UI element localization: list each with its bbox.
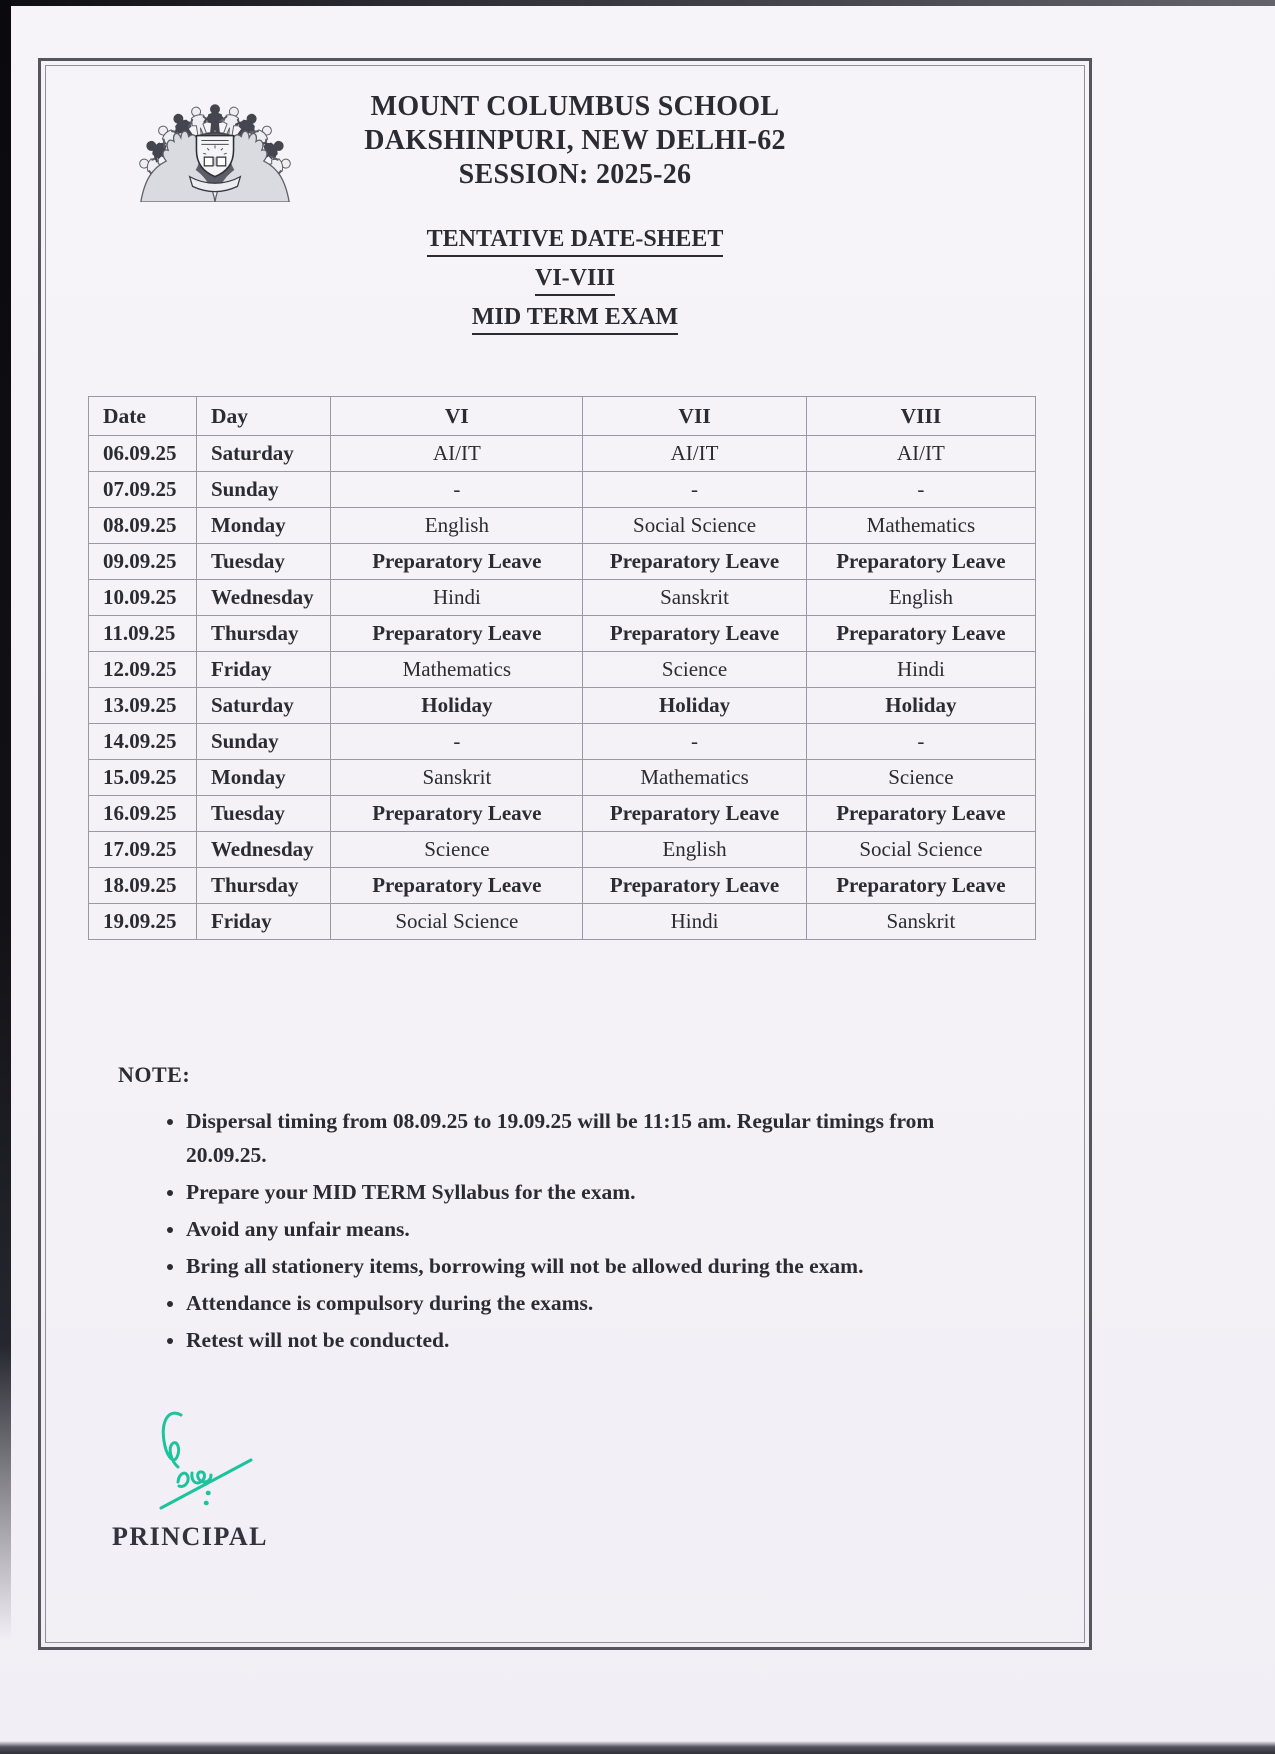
- date-cell: 11.09.25: [89, 616, 197, 652]
- table-row: [89, 616, 1036, 652]
- subject-cell: AI/IT: [331, 436, 583, 472]
- subject-cell: Sanskrit: [583, 580, 806, 616]
- note-item: • Dispersal timing from 08.09.25 to 19.09.25 will be 11:15 am. Regular timings from 20.09.25.: [186, 1104, 1006, 1172]
- datesheet-header-row: [89, 397, 1036, 436]
- note-list: [118, 1104, 1006, 1357]
- note-item: • Avoid any unfair means.: [186, 1212, 1006, 1246]
- scan-edge-left: [0, 0, 11, 1640]
- principal-signature: [148, 1405, 268, 1523]
- table-row: [89, 796, 1036, 832]
- subject-cell: Mathematics: [583, 760, 806, 796]
- subject-cell: Hindi: [331, 580, 583, 616]
- signature-ink: [161, 1413, 251, 1508]
- table-row: [89, 508, 1036, 544]
- subject-cell: -: [583, 472, 806, 508]
- date-cell: 10.09.25: [89, 580, 197, 616]
- date-cell: 18.09.25: [89, 868, 197, 904]
- subject-cell: Preparatory Leave: [583, 796, 806, 832]
- subject-cell: Mathematics: [806, 508, 1035, 544]
- date-cell: 08.09.25: [89, 508, 197, 544]
- date-cell: 13.09.25: [89, 688, 197, 724]
- subject-cell: English: [583, 832, 806, 868]
- note-section: [118, 1062, 1006, 1360]
- subject-cell: Hindi: [583, 904, 806, 940]
- note-item: • Retest will not be conducted.: [186, 1323, 1006, 1357]
- table-row: [89, 760, 1036, 796]
- day-cell: Thursday: [196, 616, 330, 652]
- subject-cell: Sanskrit: [806, 904, 1035, 940]
- date-cell: 12.09.25: [89, 652, 197, 688]
- note-item: • Attendance is compulsory during the exams.: [186, 1286, 1006, 1320]
- date-cell: 07.09.25: [89, 472, 197, 508]
- subject-cell: Preparatory Leave: [583, 868, 806, 904]
- session-line: SESSION: 2025-26: [458, 159, 692, 190]
- school-address: DAKSHINPURI, NEW DELHI-62: [364, 125, 786, 156]
- day-cell: Friday: [196, 904, 330, 940]
- subject-cell: Social Science: [583, 508, 806, 544]
- table-row: [89, 868, 1036, 904]
- day-cell: Monday: [196, 508, 330, 544]
- column-header-vii: VII: [583, 397, 806, 436]
- day-cell: Saturday: [196, 688, 330, 724]
- day-cell: Sunday: [196, 724, 330, 760]
- subject-cell: Preparatory Leave: [583, 544, 806, 580]
- subject-cell: Preparatory Leave: [806, 796, 1035, 832]
- subject-cell: English: [331, 508, 583, 544]
- day-cell: Friday: [196, 652, 330, 688]
- subject-cell: Holiday: [583, 688, 806, 724]
- subject-cell: Preparatory Leave: [331, 544, 583, 580]
- subject-cell: Science: [583, 652, 806, 688]
- day-cell: Tuesday: [196, 796, 330, 832]
- subject-cell: English: [806, 580, 1035, 616]
- subject-cell: -: [806, 724, 1035, 760]
- column-header-date: Date: [89, 397, 197, 436]
- subject-cell: Science: [331, 832, 583, 868]
- date-cell: 09.09.25: [89, 544, 197, 580]
- subject-cell: -: [806, 472, 1035, 508]
- subject-cell: Preparatory Leave: [331, 796, 583, 832]
- table-row: [89, 652, 1036, 688]
- table-row: [89, 724, 1036, 760]
- subject-cell: Preparatory Leave: [806, 868, 1035, 904]
- subject-cell: AI/IT: [583, 436, 806, 472]
- subject-cell: Social Science: [331, 904, 583, 940]
- subject-cell: Social Science: [806, 832, 1035, 868]
- date-cell: 15.09.25: [89, 760, 197, 796]
- day-cell: Tuesday: [196, 544, 330, 580]
- day-cell: Sunday: [196, 472, 330, 508]
- note-item: • Prepare your MID TERM Syllabus for the exam.: [186, 1175, 1006, 1209]
- date-cell: 16.09.25: [89, 796, 197, 832]
- subject-cell: Preparatory Leave: [583, 616, 806, 652]
- title-line-2: VI-VIII: [535, 265, 615, 296]
- day-cell: Wednesday: [196, 832, 330, 868]
- day-cell: Monday: [196, 760, 330, 796]
- day-cell: Thursday: [196, 868, 330, 904]
- subject-cell: Hindi: [806, 652, 1035, 688]
- scan-edge-bottom: [0, 1741, 1275, 1754]
- subject-cell: -: [583, 724, 806, 760]
- date-cell: 14.09.25: [89, 724, 197, 760]
- subject-cell: -: [331, 724, 583, 760]
- column-header-vi: VI: [331, 397, 583, 436]
- date-cell: 19.09.25: [89, 904, 197, 940]
- subject-cell: Preparatory Leave: [331, 616, 583, 652]
- subject-cell: Preparatory Leave: [331, 868, 583, 904]
- subject-cell: -: [331, 472, 583, 508]
- school-name: MOUNT COLUMBUS SCHOOL: [370, 91, 780, 122]
- title-line-1: TENTATIVE DATE-SHEET: [427, 226, 724, 257]
- datesheet-body: [89, 436, 1036, 940]
- title-line-3: MID TERM EXAM: [472, 304, 678, 335]
- subject-cell: Science: [806, 760, 1035, 796]
- table-row: [89, 904, 1036, 940]
- subject-cell: Preparatory Leave: [806, 616, 1035, 652]
- subject-cell: AI/IT: [806, 436, 1035, 472]
- note-heading: NOTE:: [118, 1062, 191, 1087]
- document-title: [265, 226, 885, 343]
- day-cell: Saturday: [196, 436, 330, 472]
- subject-cell: Sanskrit: [331, 760, 583, 796]
- datesheet-table: [88, 396, 1036, 940]
- table-row: [89, 472, 1036, 508]
- scan-edge-top: [0, 0, 1275, 6]
- table-row: [89, 580, 1036, 616]
- note-item: • Bring all stationery items, borrowing will not be allowed during the exam.: [186, 1249, 1006, 1283]
- table-row: [89, 832, 1036, 868]
- day-cell: Wednesday: [196, 580, 330, 616]
- date-cell: 17.09.25: [89, 832, 197, 868]
- column-header-viii: VIII: [806, 397, 1035, 436]
- column-header-day: Day: [196, 397, 330, 436]
- table-row: [89, 436, 1036, 472]
- subject-cell: Holiday: [806, 688, 1035, 724]
- school-header: [265, 90, 885, 192]
- table-row: [89, 688, 1036, 724]
- table-row: [89, 544, 1036, 580]
- date-cell: 06.09.25: [89, 436, 197, 472]
- subject-cell: Holiday: [331, 688, 583, 724]
- subject-cell: Preparatory Leave: [806, 544, 1035, 580]
- principal-label: PRINCIPAL: [112, 1522, 269, 1551]
- subject-cell: Mathematics: [331, 652, 583, 688]
